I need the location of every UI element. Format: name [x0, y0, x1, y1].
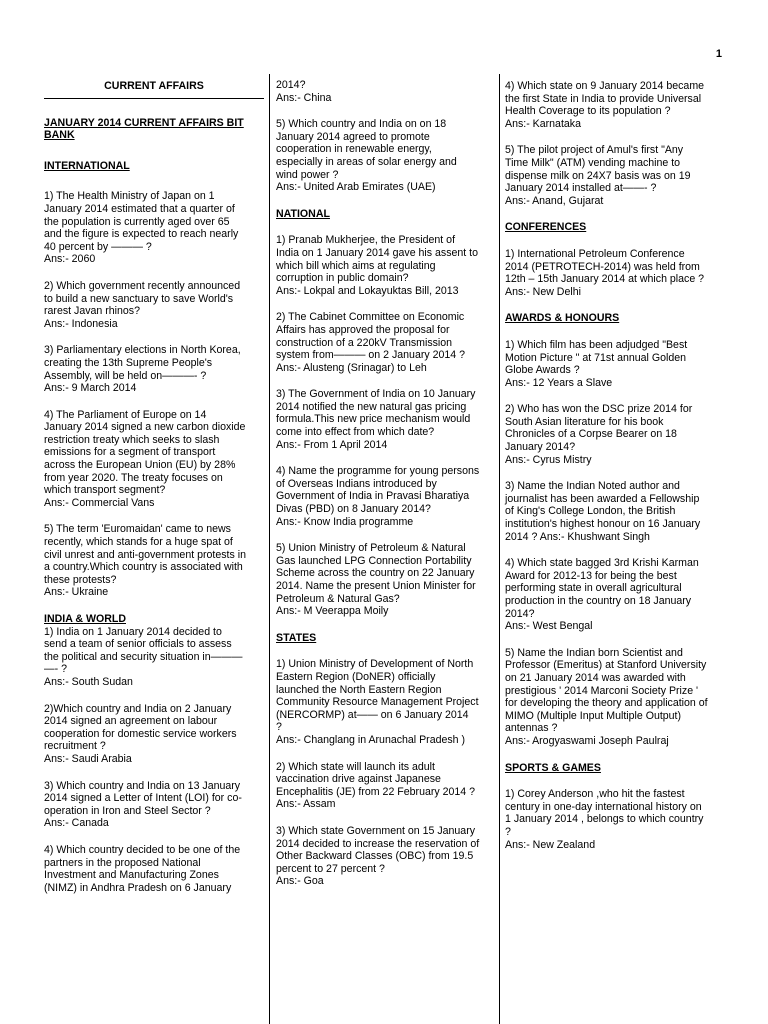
question-item-continued: 2014? Ans:- China: [276, 79, 332, 104]
page-number: 1: [715, 48, 722, 60]
question-item: 3) Which country and India on 13 January 2014 signed a Letter of Intent (LOI) for co- operation in Iron and Steel Sector ? Ans:- Canada: [44, 779, 242, 830]
question-item: 2) Which government recently announced to build a new sanctuary to save World's rarest Javan rhinos? Ans:- Indonesia: [44, 279, 241, 330]
question-item: 2) The Cabinet Committee on Economic Affairs has approved the proposal for construction of a 220kV Transmission system from——— on 2 January 2014 ? Ans:- Alusteng (Srinagar) to Leh: [276, 311, 466, 374]
question-item: 5) Which country and India on on 18 January 2014 agreed to promote cooperation in renewable energy, especially in areas of solar energy and wind power ? Ans:- United Arab Emirates (UAE): [276, 118, 457, 194]
question-item: 1) Which film has been adjudged "Best Motion Picture " at 71st annual Golden Globe Awards ? Ans:- 12 Years a Slave: [505, 338, 688, 389]
question-item: 1) Corey Anderson ,who hit the fastest century in one-day international history on 1 January 2014 , belongs to which country ? Ans:- New Zealand: [505, 788, 704, 851]
question-item: 1) The Health Ministry of Japan on 1 January 2014 estimated that a quarter of the population is currently aged over 65 and the figure is expected to reach nearly 40 percent by ——— ? Ans:- 2060: [44, 190, 239, 266]
question-item: 5) Union Ministry of Petroleum & Natural Gas launched LPG Connection Portability Scheme across the country on 22 January 2014. Name the present Union Minister for Petroleum & Natural Gas? Ans:- M Veerappa Moily: [276, 542, 476, 618]
column-divider: [269, 74, 270, 1024]
question-item: 3) Name the Indian Noted author and journalist has been awarded a Fellowship of King's College London, the British institution's highest honour on 16 January 2014 ? Ans:- Khushwant Singh: [505, 480, 701, 543]
section-heading-conferences: CONFERENCES: [505, 221, 587, 234]
question-item: 1) International Petroleum Conference 2014 (PETROTECH-2014) was held from 12th – 15th January 2014 at which place ? Ans:- New Delhi: [505, 247, 705, 298]
section-heading-international: INTERNATIONAL: [44, 159, 130, 172]
question-item: 1) Union Ministry of Development of North Eastern Region (DoNER) officially launched the North Eastern Region Community Resource Management Project (NERCORMP) at—— on 6 January 2014 ? Ans:- Changlang in Arunachal Pradesh ): [276, 658, 479, 746]
question-item: 5) Name the Indian born Scientist and Professor (Emeritus) at Stanford University on 21 January 2014 was awarded with prestigious ' 2014 Marconi Society Prize ' for developing the theory and application of MIMO (Multiple Input Multiple Output) antennas ? Ans:- Arogyaswami Joseph Paulraj: [505, 646, 708, 747]
section-heading-national: NATIONAL: [276, 207, 330, 220]
question-item: 2) Which state will launch its adult vaccination drive against Japanese Encephalitis (JE) from 22 February 2014 ? Ans:- Assam: [276, 760, 476, 811]
question-item: 5) The term 'Euromaidan' came to news recently, which stands for a huge spat of civil unrest and anti-government protests in a country.Which country is associated with these protests? Ans:- Ukraine: [44, 523, 246, 599]
question-item: 3) Which state Government on 15 January 2014 decided to increase the reservation of Other Backward Classes (OBC) from 19.5 percent to 27 percent ? Ans:- Goa: [276, 824, 480, 888]
column-2: [276, 79, 496, 888]
section-heading-states: STATES: [276, 631, 317, 644]
question-item: 4) Which state on 9 January 2014 became the first State in India to provide Universal Health Coverage to its population ? Ans:- Karnataka: [505, 80, 705, 130]
question-item: 2) Who has won the DSC prize 2014 for South Asian literature for his book Chronicles of a Corpse Bearer on 18 January 2014? Ans:- Cyrus Mistry: [505, 403, 693, 466]
column-3: [505, 80, 727, 851]
question-item: 4) Which state bagged 3rd Krishi Karman Award for 2012-13 for being the best performing state in overall agricultural production in the country on 18 January 2014? Ans:- West Bengal: [505, 557, 699, 633]
section-heading-sports: SPORTS & GAMES: [505, 761, 601, 774]
question-item: 2)Which country and India on 2 January 2014 signed an agreement on labour cooperation for domestic service workers recruitment ? Ans:- Saudi Arabia: [44, 702, 237, 765]
question-item: 5) The pilot project of Amul's first "Any Time Milk" (ATM) vending machine to dispense milk on 24X7 basis was on 19 January 2014 installed at——- ? Ans:- Anand, Gujarat: [505, 144, 691, 207]
question-item: 4) Name the programme for young persons of Overseas Indians introduced by Government of India in Pravasi Bharatiya Divas (PBD) on 8 January 2014? Ans:- Know India programme: [276, 465, 480, 528]
question-item: 1) Pranab Mukherjee, the President of India on 1 January 2014 gave his assent to which bill which aims at regulating corruption in public domain? Ans:- Lokpal and Lokayuktas Bill, 2013: [276, 234, 479, 297]
question-item: 1) India on 1 January 2014 decided to send a team of senior officials to assess the political and security situation in——— —- ? Ans:- South Sudan: [44, 625, 243, 688]
section-heading-awards: AWARDS & HONOURS: [505, 312, 620, 325]
document-title: CURRENT AFFAIRS: [44, 80, 264, 99]
question-item: 3) The Government of India on 10 January 2014 notified the new natural gas pricing formula.This new price mechanism would come into effect from which date? Ans:- From 1 April 2014: [276, 388, 476, 451]
question-item: 4) Which country decided to be one of the partners in the proposed National Investment and Manufacturing Zones (NIMZ) in Andhra Pradesh on 6 January: [44, 843, 241, 894]
question-item: 3) Parliamentary elections in North Korea, creating the 13th Supreme People's Assembly, will be held on———- ? Ans:- 9 March 2014: [44, 344, 241, 395]
column-divider: [499, 74, 500, 1024]
document-subtitle: JANUARY 2014 CURRENT AFFAIRS BIT BANK: [44, 116, 244, 142]
section-heading-india-world: INDIA & WORLD: [44, 613, 126, 625]
column-1: [44, 80, 264, 894]
question-item: 4) The Parliament of Europe on 14 January 2014 signed a new carbon dioxide restriction treaty which seeks to slash emissions for a segment of transport across the European Union (EU) by 28% from year 2020. The treaty focuses on which transport segment? Ans:- Commercial Vans: [44, 408, 246, 509]
